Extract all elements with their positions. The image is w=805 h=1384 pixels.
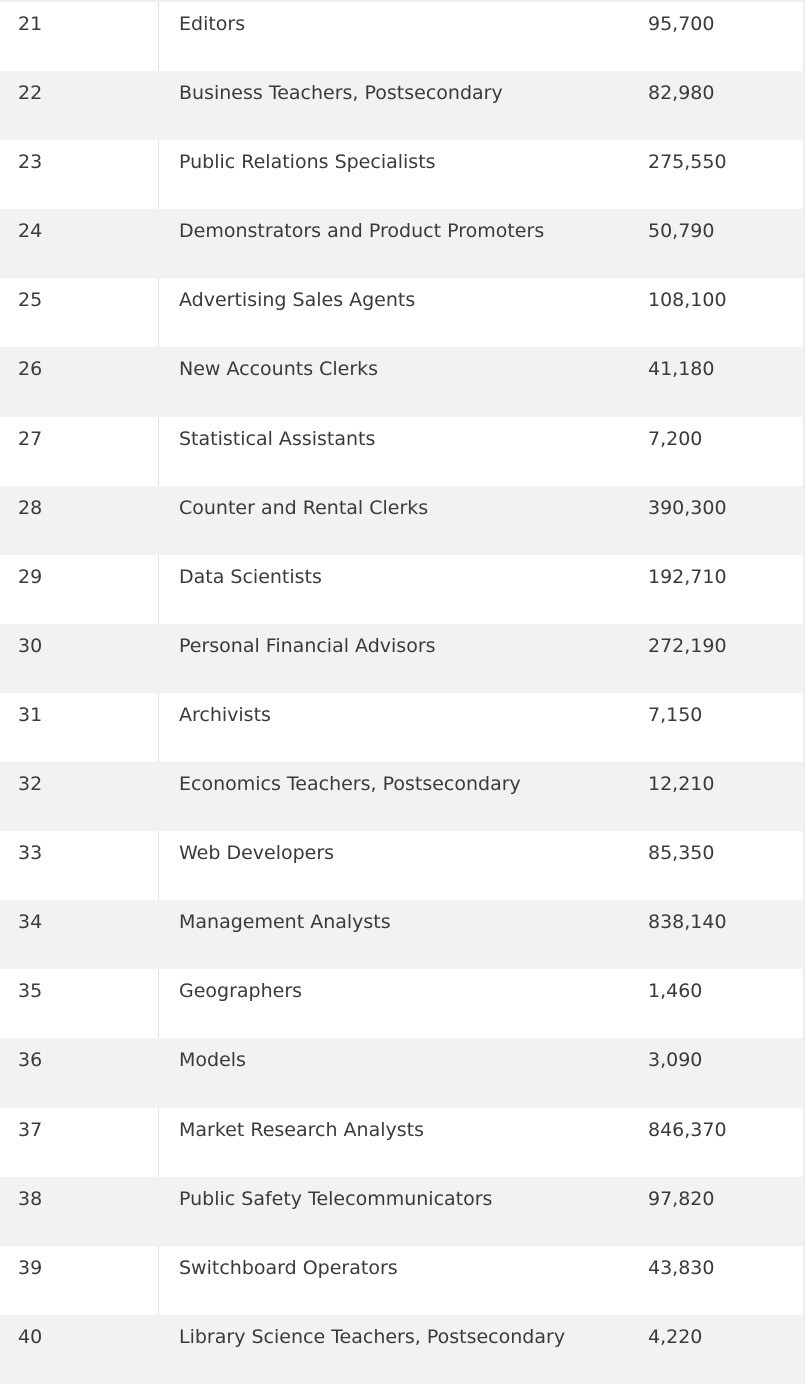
employment-cell: 82,980: [648, 82, 715, 105]
table-row: [0, 969, 803, 1038]
employment-cell: 43,830: [648, 1256, 715, 1279]
rank-cell: 30: [0, 624, 159, 693]
rank-cell: 35: [0, 969, 159, 1038]
occupation-cell: Web Developers: [179, 842, 335, 865]
table-row: [0, 555, 803, 624]
employment-cell: 108,100: [648, 289, 727, 312]
employment-cell: 275,550: [648, 151, 727, 174]
employment-cell: 838,140: [648, 911, 727, 934]
occupation-cell: Geographers: [179, 980, 303, 1003]
table-row: [0, 486, 803, 555]
occupation-cell: Models: [179, 1049, 246, 1072]
rank-cell: 34: [0, 900, 159, 969]
employment-cell: 4,220: [648, 1325, 703, 1348]
employment-cell: 272,190: [648, 634, 727, 657]
occupation-cell: Editors: [179, 13, 246, 35]
employment-cell: 95,700: [648, 13, 715, 35]
table-row: [0, 347, 803, 416]
table-row: [0, 1108, 803, 1177]
table-row: [0, 900, 803, 969]
rank-cell: 24: [0, 209, 159, 278]
table-row: [0, 1315, 803, 1384]
occupation-cell: Market Research Analysts: [179, 1118, 424, 1141]
employment-cell: 50,790: [648, 220, 715, 243]
occupation-cell: Statistical Assistants: [179, 427, 376, 450]
rank-cell: 27: [0, 417, 159, 486]
occupation-cell: Switchboard Operators: [179, 1256, 398, 1279]
table-row: [0, 417, 803, 486]
employment-cell: 12,210: [648, 773, 715, 796]
rank-cell: 25: [0, 278, 159, 347]
table-row: [0, 209, 803, 278]
employment-cell: 7,150: [648, 703, 703, 726]
occupation-cell: Economics Teachers, Postsecondary: [179, 773, 521, 796]
table-row: [0, 1038, 803, 1107]
occupation-cell: Advertising Sales Agents: [179, 289, 416, 312]
rank-cell: 26: [0, 347, 159, 416]
rank-cell: 21: [0, 2, 159, 71]
rank-cell: 23: [0, 140, 159, 209]
occupation-cell: Public Safety Telecommunicators: [179, 1187, 493, 1210]
employment-cell: 85,350: [648, 842, 715, 865]
employment-cell: 3,090: [648, 1049, 703, 1072]
table-row: [0, 71, 803, 140]
table-row: [0, 1177, 803, 1246]
rank-cell: 38: [0, 1177, 159, 1246]
table-row: [0, 1246, 803, 1315]
employment-cell: 97,820: [648, 1187, 715, 1210]
table-row: [0, 2, 803, 71]
rank-cell: 39: [0, 1246, 159, 1315]
occupation-cell: Library Science Teachers, Postsecondary: [179, 1325, 566, 1348]
rank-cell: 22: [0, 71, 159, 140]
occupation-cell: Data Scientists: [179, 565, 322, 588]
table-row: [0, 278, 803, 347]
table-row: [0, 624, 803, 693]
rank-cell: 28: [0, 486, 159, 555]
occupation-cell: Archivists: [179, 703, 271, 726]
table-row: [0, 831, 803, 900]
employment-cell: 41,180: [648, 358, 715, 381]
occupation-cell: New Accounts Clerks: [179, 358, 379, 381]
rank-cell: 37: [0, 1108, 159, 1177]
occupation-cell: Business Teachers, Postsecondary: [179, 82, 503, 105]
employment-cell: 7,200: [648, 427, 703, 450]
occupation-cell: Personal Financial Advisors: [179, 634, 436, 657]
occupation-cell: Public Relations Specialists: [179, 151, 436, 174]
occupation-cell: Management Analysts: [179, 911, 391, 934]
employment-cell: 192,710: [648, 565, 727, 588]
rank-cell: 29: [0, 555, 159, 624]
table-row: [0, 140, 803, 209]
rank-cell: 33: [0, 831, 159, 900]
rank-cell: 31: [0, 693, 159, 762]
table-row: [0, 762, 803, 831]
employment-cell: 390,300: [648, 496, 727, 519]
rank-cell: 40: [0, 1315, 159, 1384]
table-row: [0, 693, 803, 762]
occupation-cell: Counter and Rental Clerks: [179, 496, 429, 519]
occupation-cell: Demonstrators and Product Promoters: [179, 220, 545, 243]
employment-cell: 1,460: [648, 980, 703, 1003]
rank-cell: 32: [0, 762, 159, 831]
rank-cell: 36: [0, 1038, 159, 1107]
employment-cell: 846,370: [648, 1118, 727, 1141]
